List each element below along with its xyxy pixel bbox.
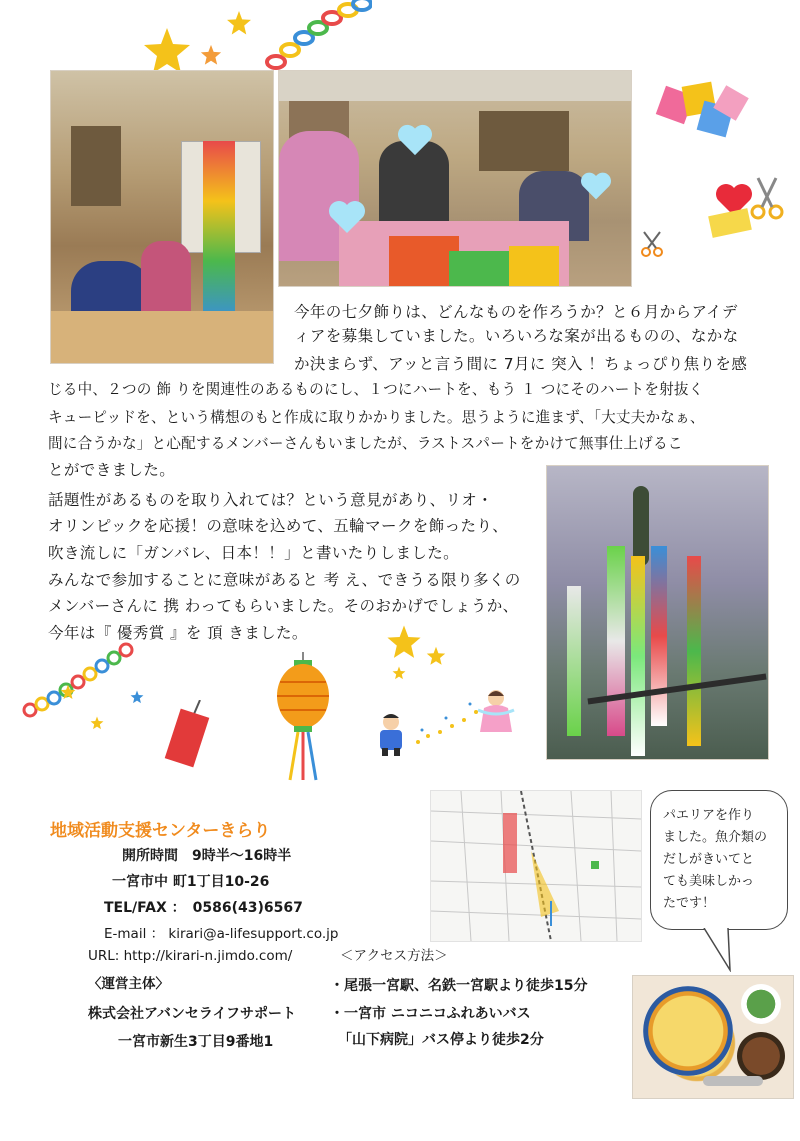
star-icon [60,684,76,700]
star-icon [142,26,192,76]
sparkle-trail-decoration [410,690,500,750]
bubble-line: パエリアを作り [663,808,755,823]
paper-chain-decoration [262,0,372,72]
article-line: キューピッドを、という構想のもと作成に取りかかりました。思うように進まず、「大丈夫かなぁ、 [48,409,705,426]
bubble-line: だしがきいてと [663,852,755,867]
hikoboshi-character-icon [374,712,408,756]
article-line: 間に合うかな」と心配するメンバーさんもいましたが、ラストスパートをかけて無事仕上げるこ [48,435,683,452]
access-item: 「山下病院」バス停より徒歩2分 [338,1032,544,1048]
bubble-line: ました。魚介類の [663,830,768,845]
access-label: ＜アクセス方法＞ [340,948,448,964]
photo-paella [632,975,794,1099]
star-icon [226,10,252,36]
operator-name: 株式会社アバンセライフサポート [88,1006,297,1022]
org-name: 地域活動支援センターきらり [50,821,271,841]
article-line: メンバーさんに 携 わってもらいました。そのおかげでしょうか、 [48,597,519,615]
access-item: ・一宮市 ニコニコふれあいバス [330,1006,531,1022]
article-line: 吹き流しに「ガンバレ、日本！！」と書いたりしました。 [48,544,460,562]
article-line: じる中、２つの 飾 りを関連性のあるものにし、１つにハートを、もう １ つにそのハートを射抜く [48,381,704,398]
org-email[interactable]: E-mail ： kirari@a-lifesupport.co.jp [104,926,339,942]
article-line: 今年の七夕飾りは、どんなものを作ろうか？と６月からアイデ [294,303,738,321]
heart-icon [579,171,613,201]
operator-label: 〈運営主体〉 [88,976,169,992]
heart-icon [325,199,369,235]
article-line: みんなで参加することに意味があると 考 え、できうる限り多くの [48,571,521,589]
article-line: ィアを募集していました。いろいろな案が出るものの、なかな [294,327,739,345]
paper-chain-decoration [20,640,140,720]
operator-address: 一宮市新生3丁目9番地1 [118,1034,274,1050]
star-icon [200,44,222,66]
scissors-icon [640,230,666,258]
bubble-line: ても美味しかっ [663,874,755,889]
org-tel: TEL/FAX ： 0586(43)6567 [104,900,303,916]
bubble-line: たです！ [663,896,716,911]
article-line: オリンピックを応援！の意味を込めて、五輪マークを飾ったり、 [48,517,509,535]
speech-bubble [650,790,788,930]
org-url[interactable]: URL: http://kirari-n.jimdo.com/ [88,948,293,964]
star-icon [426,646,446,666]
lantern-icon [272,652,334,782]
speech-bubble-tail [700,928,740,972]
star-icon [386,624,422,660]
article-line: 話題性があるものを取り入れては？という意見があり、リオ・ [48,491,494,509]
tanzaku-strip-icon [160,700,220,770]
article-line: 今年は『 優秀賞 』を 頂 きました。 [48,624,308,642]
org-address: 一宮市中 町1丁目10-26 [112,874,270,890]
org-hours: 開所時間 9時半～16時半 [122,848,292,864]
star-icon [130,690,144,704]
star-icon [90,716,104,730]
scissors-icon [750,176,786,220]
article-line: か決まらず、アッと言う間に 7月に 突入 ！ちょっぴり焦りを感 [294,355,748,373]
access-map [430,790,642,942]
photo-members-crafting [50,70,274,364]
heart-icon [395,123,435,157]
photo-group-making-decorations [278,70,632,287]
access-item: ・尾張一宮駅、名鉄一宮駅より徒歩15分 [330,978,588,994]
article-line: とができました。 [48,461,176,479]
photo-tanabata-streamers [546,465,769,760]
star-icon [392,666,406,680]
